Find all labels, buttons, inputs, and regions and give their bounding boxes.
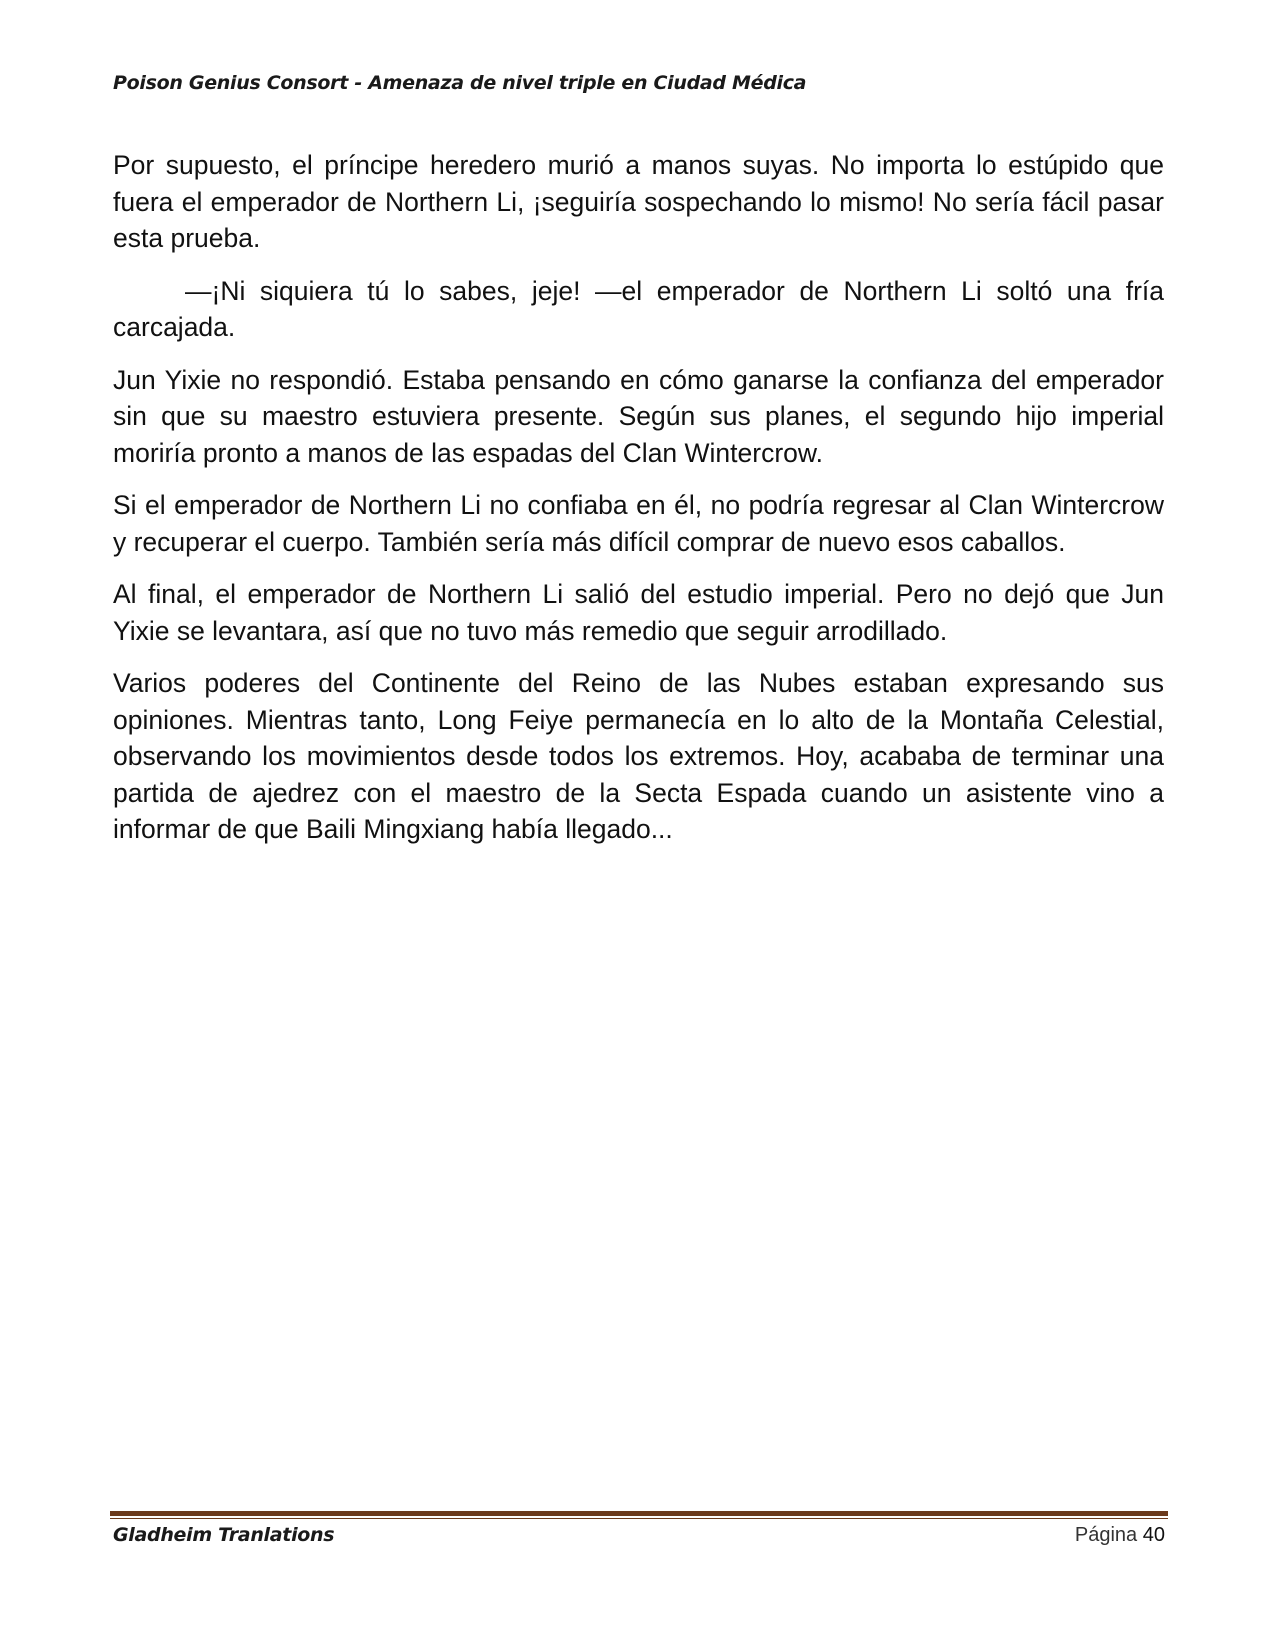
footer-divider — [110, 1511, 1168, 1519]
paragraph: Al final, el emperador de Northern Li salió del estudio imperial. Pero no dejó que Jun Yixie se levantara, así que no tuvo más remedio que seguir arrodillado. — [113, 579, 1164, 646]
document-body — [113, 147, 1164, 864]
page-number-block — [1075, 1524, 1165, 1547]
page-number: 40 — [1142, 1524, 1165, 1546]
footer-publisher: Gladheim Tranlations — [113, 1524, 335, 1546]
paragraph: Si el emperador de Northern Li no confiaba en él, no podría regresar al Clan Wintercrow y recuperar el cuerpo. También sería más difícil comprar de nuevo esos caballos. — [113, 490, 1164, 557]
paragraph: Por supuesto, el príncipe heredero murió a manos suyas. No importa lo estúpido que fuera el emperador de Northern Li, ¡seguiría sospechando lo mismo! No sería fácil pasar esta prueba. — [113, 150, 1164, 253]
paragraph: Varios poderes del Continente del Reino de las Nubes estaban expresando sus opiniones. Mientras tanto, Long Feiye permanecía en lo alto de la Montaña Celestial, observando los movimientos desde todos los extremos. Hoy, acababa de terminar una partida de ajedrez con el maestro de la Secta Espada cuando un asistente vino a informar de que Baili Mingxiang había llegado... — [113, 668, 1164, 844]
paragraph-dialogue: —¡Ni siquiera tú lo sabes, jeje! —el emperador de Northern Li soltó una fría carcajada. — [113, 275, 1164, 342]
page-header-title: Poison Genius Consort - Amenaza de nivel triple en Ciudad Médica — [113, 72, 807, 94]
paragraph: Jun Yixie no respondió. Estaba pensando en cómo ganarse la confianza del emperador sin que su maestro estuviera presente. Según sus planes, el segundo hijo imperial moriría pronto a manos de las espadas del Clan Wintercrow. — [113, 364, 1164, 468]
page-label: Página — [1074, 1524, 1138, 1546]
